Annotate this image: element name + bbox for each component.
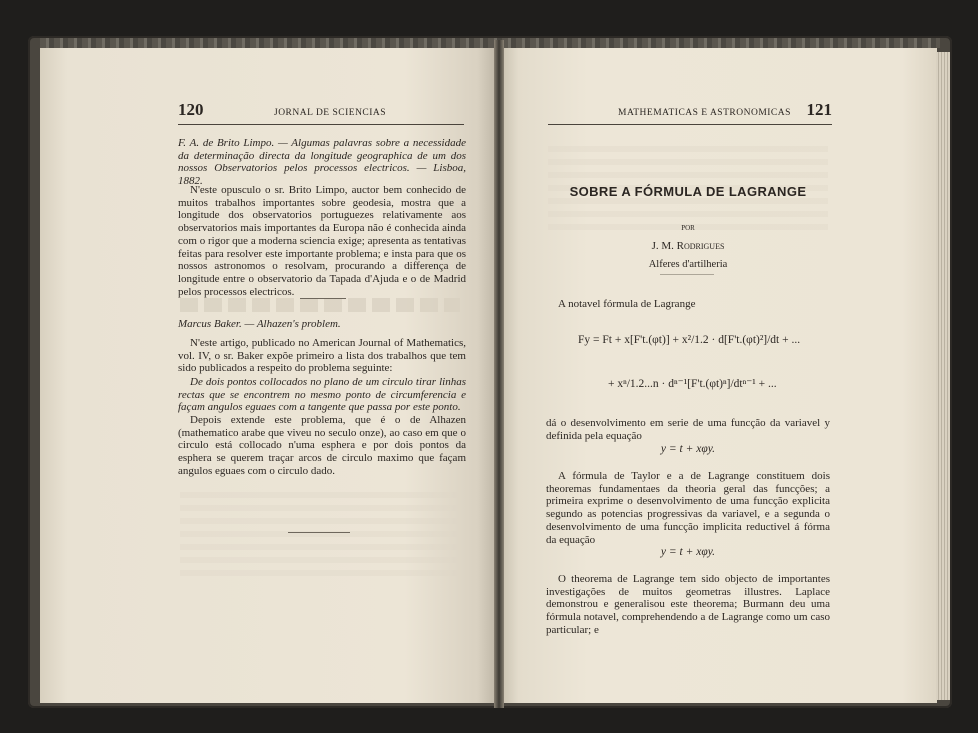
section-divider [300,298,346,299]
author-role: Alferes d'artilheria [648,259,728,270]
book-edge [40,38,940,48]
para-3: O theorema de Lagrange tem sido objecto de importantes investigações de muitos geometras illustres. Laplace demonstrou e generalisou este theorema; Burmann deu uma fórmula notavel, comprehendendo a de Lagrange como um caso particular; e [546,573,830,636]
article-title: SOBRE A FÓRMULA DE LAGRANGE [569,184,807,199]
intro-text: A notavel fórmula de Lagrange [558,298,696,310]
right-page-header [548,100,832,125]
lagrange-formula-line2: + xⁿ/1.2...n · dⁿ⁻¹[F't.(φt)ⁿ]/dtⁿ⁻¹ + ... [608,378,777,390]
lagrange-formula-line1: Fy = Ft + x[F't.(φt)] + x²/1.2 · d[F't.(φt)²]/dt + ... [578,334,801,346]
book-gutter [494,40,504,708]
end-rule [288,532,350,533]
running-title: MATHEMATICAS E ASTRONOMICAS [618,108,791,118]
para-1: dá o desenvolvimento em serie de uma funcção da variavel y definida pela equação [546,417,830,442]
author-name: J. M. Rodrigues [651,240,725,252]
review2-body1: N'este artigo, publicado no American Journal of Mathematics, vol. IV, o sr. Baker expõe primeiro a lista dos trabalhos que tem sido publicados a respeito do problema seguinte: [178,337,466,375]
bleed-through-left-2 [180,486,460,576]
title-rule [660,274,714,275]
page-stack-edge [936,52,950,700]
review1-body: N'este opusculo o sr. Brito Limpo, auctor bem conhecido de muitos trabalhos importantes sobre geodesia, mostra que a longitude dos observatorios portuguezes relativamente aos observatorios mais importantes da Europa não é conhecida ainda com o rigor que a moderna sciencia exige; apresenta as tentativas feitas para resolver este importante problema; e insta para que os nossos astronomos o resolvam, procurando a differença de longitude entre o observatorio da Tapada d'Ajuda e o de Madrid pelos processos electricos. [178,184,466,298]
byline-por: POR [681,224,695,232]
left-page-header [178,100,464,125]
review2-body2: Depois extende este problema, que é o de Alhazen (mathematico arabe que viveu no seculo onze), ao caso em que o circulo está collocado n'uma esphera e por dois pontos da esphera se querem traçar arcos de circulo maximo que façam angulos eguaes com o circulo dado. [178,414,466,477]
equation-2: y = t + xφy. [660,546,716,558]
review1-citation: F. A. de Brito Limpo. — Algumas palavras sobre a necessidade da determinação directa da longitude geographica de um dos nossos Observatorios pelos processos electricos. — Lisboa, 1882. [178,137,466,188]
bleed-through-left [180,298,460,312]
equation-1: y = t + xφy. [660,443,716,455]
review2-problem: De dois pontos collocados no plano de um circulo tirar linhas rectas que se encontrem no mesmo ponto de circumferencia e façam angulos eguaes com a tangente que passa por este ponto. [178,376,466,414]
para-2: A fórmula de Taylor e a de Lagrange constituem dois theoremas fundamentaes da theoria geral das funcções; a primeira exprime o desenvolvimento de uma funcção explicita segundo as potencias progressivas da variavel, e a segunda o desenvolvimento de uma funcção implicita reductivel á fórma da equação [546,470,830,546]
page-number: 121 [806,100,832,119]
review2-citation: Marcus Baker. — Alhazen's problem. [178,318,341,330]
running-title: JORNAL DE SCIENCIAS [274,108,387,118]
page-number: 120 [178,100,204,119]
